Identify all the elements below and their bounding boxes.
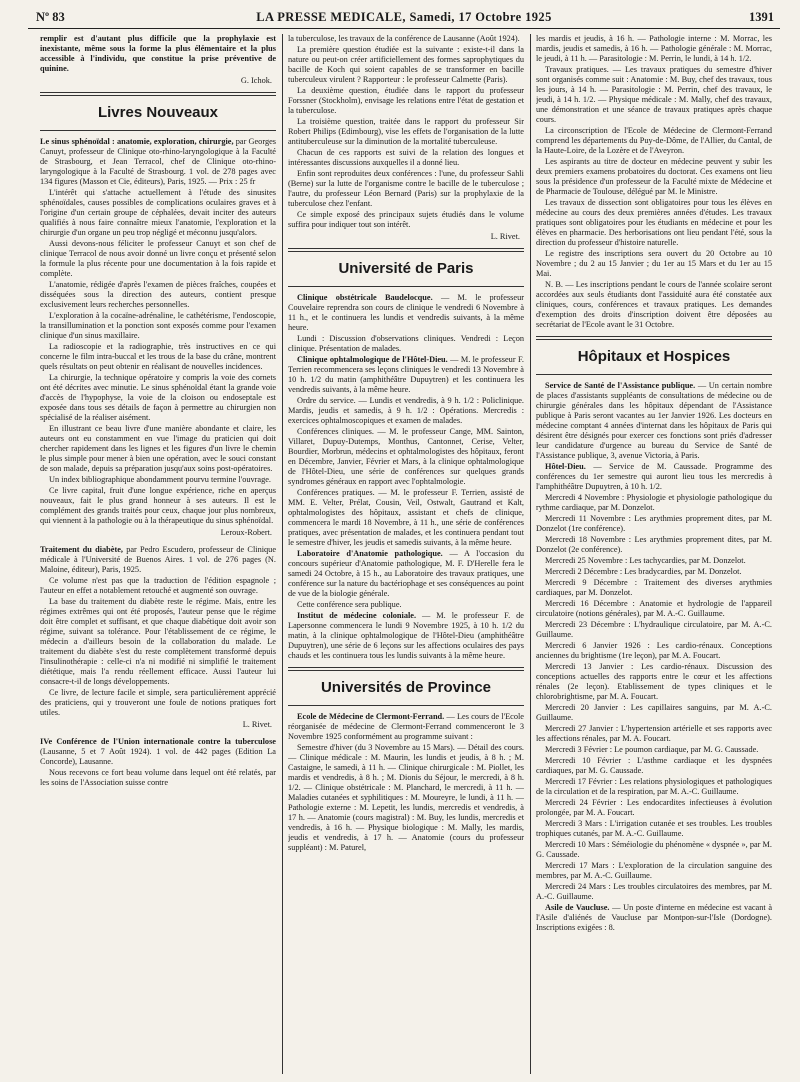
news-text: — Un certain nombre de places d'assistants suppléants de consultations de médecine ou de chirurgie générales dans les hôpitaux dépendant de l'Assistance publique à Paris seront vacantes au 1er Janvier 1926. Les docteurs en médecine comptant 4 années d'internat dans les hôpitaux de Paris qui désirent être désignés pour exercer ces fonctions sont priés d'adresser leur candidature d'urgence au bureau du Service de Santé de l'Assistance publique, 3, avenue Victoria, à Paris. — [536, 381, 772, 460]
program-entry: Mercredi 23 Décembre : L'hydraulique circulatoire, par M. A.-C. Guillaume. — [536, 620, 772, 639]
news-title: Hôtel-Dieu. — [545, 462, 586, 471]
program-entry: Mercredi 9 Décembre : Traitement des diverses arythmies cardiaques, par M. Donzelot. — [536, 578, 772, 597]
news-text: — Service de M. Caussade. Programme des conférences du 1er semestre qui auront lieu tous les mercredis à l'amphithéâtre Dupuytren, à 10 h. 1/2. — [536, 462, 772, 491]
news-item — [536, 903, 772, 933]
book-reference: par Pedro Escudero, professeur de Clinique médicale à l'Université de Buenos Aires. 1 vol. de 276 pages (N. Maloine, éditeur), Paris, 1925. — [40, 545, 276, 574]
paragraph: Aussi devons-nous féliciter le professeur Canuyt et son chef de clinique Terracol de nous avoir donné un livre conçu et présenté selon la formule la plus récente pour une documentation à la fois rapide et complète. — [40, 239, 276, 278]
program-entry: Mercredi 18 Novembre : Les arythmies proprement dites, par M. Donzelot (2e conférence). — [536, 535, 772, 554]
paragraph: La deuxième question, étudiée dans le rapport du professeur Forssner (Stockholm), envisage les relations entre l'état de gestation et la tuberculose. — [288, 86, 524, 115]
paragraph: La base du traitement du diabète reste le régime. Mais, entre les régimes extrêmes qui ont été proposés, l'auteur pense que le régime doit être complet et suffisant, et que chaque diabétique doit avoir son régime, suivant sa tolérance. Pour l'établissement de ce régime, le médecin a d'ailleurs besoin de la collaboration du malade. Le traitement du diabète s'est du reste complètement transformé depuis l'insulinothérapie : celle-ci n'a ni modifié ni simplifié le traitement diététique, mais l'a rendu réellement efficace. Aussi l'auteur lui consacre-t-il de longs développements. — [40, 597, 276, 686]
program-entry: Mercredi 10 Février : L'asthme cardiaque et les dyspnées cardiaques, par M. G. Caussade. — [536, 756, 772, 775]
program-entry: Mercredi 13 Janvier : Les cardio-rénaux. Discussion des conceptions actuelles des rapports entre le cœur et les affections rénales (2e leçon). Etablissement de types cliniques et le chlorobrightisme, par M. A. Foucart. — [536, 662, 772, 701]
news-title: Ecole de Médecine de Clermont-Ferrand. — [297, 712, 445, 721]
news-text: — A l'occasion du concours supérieur d'Anatomie pathologique, M. F. D'Herelle fera le samedi 24 Octobre, à 15 h., au Laboratoire des travaux pratiques, une conférence sur la nature du bactériophage et ses conséquences au point de vue de la biologie générale. — [288, 549, 524, 598]
book-entry — [40, 545, 276, 575]
news-text: — M. le professeur F. Terrien recommencera ses leçons cliniques le vendredi 13 Novembre à 10 h. 1/2 du matin (amphithéâtre Dupuytren) et les continuera les vendredis suivants, à la même heure. — [288, 355, 524, 394]
paragraph: L'anatomie, rédigée d'après l'examen de pièces fraîches, coupées et disséquées sous la direction des auteurs, contient presque exclusivement leurs recherches personnelles. — [40, 280, 276, 309]
paragraph: Les aspirants au titre de docteur en médecine peuvent y subir les deux premiers examens probatoires du doctorat. Ces examens ont lieu sous la présidence d'un professeur de la Faculté mixte de Médecine et de Pharmacie de Toulouse, délégué par M. le Ministre. — [536, 157, 772, 196]
paragraph: Lundi : Discussion d'observations cliniques. Vendredi : Leçon clinique. Présentation de malades. — [288, 334, 524, 353]
paragraph: N. B. — Les inscriptions pendant le cours de l'année scolaire seront accordées aux seuls étudiants dont l'assiduité aura été constatée aux cliniques, cours, conférences et travaux pratiques. Les demandes d'exemption des droits d'inscription doivent être déposées au secrétariat de l'Ecole avant le 31 Octobre. — [536, 280, 772, 329]
book-entry — [40, 737, 276, 767]
paragraph: Ordre du service. — Lundis et vendredis, à 9 h. 1/2 : Policlinique. Mardis, jeudis et samedis, à 9 h. 1/2 : Opérations. Mercredis : exercices ophtalmoscopiques et examen de malades. — [288, 396, 524, 425]
program-entry: Mercredi 20 Janvier : Les capillaires sanguins, par M. A.-C. Guillaume. — [536, 703, 772, 722]
journal-title: LA PRESSE MEDICALE, Samedi, 17 Octobre 1925 — [256, 10, 552, 24]
section-heading: Universités de Province — [320, 679, 492, 696]
paragraph: Nous recevons ce fort beau volume dans lequel ont été relatés, par les soins de l'Association suisse contre — [40, 768, 276, 787]
news-item — [536, 462, 772, 492]
book-title: IVe Conférence de l'Union internationale contre la tuberculose — [40, 737, 276, 746]
column-2 — [288, 34, 524, 1078]
program-entry: Mercredi 24 Mars : Les troubles circulatoires des membres, par M. A.-C. Guillaume. — [536, 882, 772, 901]
paragraph: Les travaux de dissection sont obligatoires pour tous les élèves en médecine au cours des deux premières années d'études. Les travaux pratiques sont obligatoires pour les étudiants en médecine et pour les élèves en pharmacie. Des herborisations ont lieu pendant l'été, sous la direction du professeur d'histoire naturelle. — [536, 198, 772, 247]
section-heading: Hôpitaux et Hospices — [577, 348, 731, 365]
news-title: Laboratoire d'Anatomie pathologique. — [297, 549, 443, 558]
news-title: Clinique obstétricale Baudelocque. — [297, 293, 433, 302]
paragraph: Un index bibliographique abondamment pourvu termine l'ouvrage. — [49, 475, 271, 484]
program-entry: Mercredi 2 Décembre : Les bradycardies, par M. Donzelot. — [545, 567, 742, 576]
paragraph: Conférences cliniques. — M. le professeur Cange, MM. Sainton, Villaret, Dupuy-Dutemps, Monthus, Cantonnet, Cerise, Velter, Bourdier, Morbrun, médecins et ophtalmologistes des hôpitaux, feront en Décembre, Janvier, Février et Mars, à la clinique ophtalmologique de l'Hôtel-Dieu, une série de conférences sur quelques grands syndromes généraux en rapport avec l'ophtalmologie. — [288, 427, 524, 486]
paragraph: Ce livre, de lecture facile et simple, sera particulièrement apprécié des praticiens, qui y trouveront une foule de notions pratiques fort utiles. — [40, 688, 276, 717]
paragraph: L'exploration à la cocaïne-adrénaline, le cathétérisme, l'endoscopie, la transillumination et la ponction sont exposés comme pour l'examen clinique d'un sinus maxillaire. — [40, 311, 276, 340]
section-heading: Université de Paris — [338, 260, 474, 277]
author-signature: Leroux-Robert. — [220, 528, 272, 537]
news-title: Clinique ophtalmologique de l'Hôtel-Dieu. — [297, 355, 448, 364]
author-signature: L. Rivet. — [490, 232, 520, 241]
program-entry: Mercredi 6 Janvier 1926 : Les cardio-rénaux. Conceptions anciennes du brightisme (1re leçon), par M. A. Foucart. — [536, 641, 772, 660]
column-divider — [282, 34, 283, 1074]
paragraph: Cette conférence sera publique. — [297, 600, 402, 609]
paragraph: En illustrant ce beau livre d'une manière abondante et claire, les auteurs ont eu constamment en vue l'image du praticien qui doit chercher rapidement dans les lignes et les figures d'un livre le chemin le plus simple pour mener à bien une opération, avec le souci constant de son malade, depuis sa préparation jusqu'aux soins post-opératoires. — [40, 424, 276, 473]
program-entry: Mercredi 4 Novembre : Physiologie et physiologie pathologique du rythme cardiaque, par M. Donzelot. — [536, 493, 772, 512]
news-title: Asile de Vaucluse. — [545, 903, 610, 912]
paragraph: Ce volume n'est pas que la traduction de l'édition espagnole ; l'auteur en effet a notablement retouché et augmenté son ouvrage. — [40, 576, 276, 595]
paragraph: La chirurgie, la technique opératoire y compris la voie des cornets ont été décrites avec minutie. Le sinus sphénoïdal étant la grande voie d'accès de l'hypophyse, la voie de la cloison ou endoseptale est exposée dans tous ses détails de façon à permettre au chirurgien non spécialisé de la réaliser aisément. — [40, 373, 276, 422]
news-item — [288, 611, 524, 661]
news-item — [536, 381, 772, 461]
paragraph: remplir est d'autant plus difficile que la prophylaxie est inexistante, même sous la forme la plus élémentaire et la plus accessible à l'individu, que constitue la prise préventive de quinine. — [40, 34, 276, 73]
news-text: — M. le professeur F. de Lapersonne commencera le lundi 9 Novembre 1925, à 10 h. 1/2 du matin, à la clinique ophtalmologique de l'Hôtel-Dieu (amphithéâtre Dupuytren), une série de 6 leçons sur les affections oculaires des pays chauds et les continuera tous les lundis suivants à la même heure. — [288, 611, 524, 660]
program-entry: Mercredi 17 Février : Les relations physiologiques et pathologiques de la circulation et de la respiration, par M. A.-C. Guillaume. — [536, 777, 772, 796]
paragraph: Travaux pratiques. — Les travaux pratiques du semestre d'hiver sont organisés comme suit : Anatomie : M. Buy, chef des travaux, tous les jours, à 14 h. — Parasitologie : M. Perrin, chef des travaux, le jeudi, à 14 h. 1/2. — Physique médicale : M. Mally, chef des travaux, une démonstration et une séance de travaux pratiques après chaque cours. — [536, 65, 772, 124]
section-divider — [536, 374, 772, 375]
program-entry: Mercredi 10 Mars : Séméiologie du phénomène « dyspnée », par M. G. Caussade. — [536, 840, 772, 859]
program-entry: Mercredi 16 Décembre : Anatomie et hydrologie de l'appareil circulatoire (notions générales), par M. A.-C. Guillaume. — [536, 599, 772, 618]
news-text: — Un poste d'interne en médecine est vacant à l'Asile d'aliénés de Vaucluse par Montpon-sur-l'Isle (Dordogne). Inscriptions exigées : 8. — [536, 903, 772, 932]
paragraph: Conférences pratiques. — M. le professeur F. Terrien, assisté de MM. E. Velter, Prélat, Cousin, Veil, Ostwalt, Gautrand et Kalt, ophtalmologistes des hôpitaux, assistant et chefs de clinique, commencera le mardi 18 Novembre, à 11 h., une série de conférences pratiques, avec présentation de malades, et les continuera pendant tout le semestre d'hiver, les jeudis et samedis suivants, à la même heure. — [288, 488, 524, 547]
news-text: — M. le professeur Couvelaire reprendra son cours de clinique le vendredi 6 Novembre à 11 h., et le continuera les lundis et vendredis suivants, à la même heure. — [288, 293, 524, 332]
program-entry: Mercredi 17 Mars : L'exploration de la circulation sanguine des membres, par M. A.-C. Guillaume. — [536, 861, 772, 880]
paragraph: La troisième question, traitée dans le rapport du professeur Sir Robert Philips (Edimbourg), vise les effets de l'organisation de la lutte antituberculeuse sur la diminution de la mortalité tuberculeuse. — [288, 117, 524, 146]
news-item — [288, 355, 524, 395]
book-title: Le sinus sphénoïdal : anatomie, exploration, chirurgie, — [40, 137, 234, 146]
section-divider — [40, 130, 276, 131]
column-divider — [530, 34, 531, 1074]
program-entry: Mercredi 3 Février : Le poumon cardiaque, par M. G. Caussade. — [545, 745, 759, 754]
news-text: — Les cours de l'Ecole réorganisée de médecine de Clermont-Ferrand commenceront le 3 Novembre 1925 conformément au programme suivant : — [288, 712, 524, 741]
column-1 — [40, 34, 276, 1078]
section-divider — [40, 92, 276, 96]
program-entry: Mercredi 3 Mars : L'irrigation cutanée et ses troubles. Les troubles trophiques cutanés, par M. A.-C. Guillaume. — [536, 819, 772, 838]
paragraph: Le registre des inscriptions sera ouvert du 20 Octobre au 10 Novembre ; du 2 au 15 Janvier ; du 1er au 15 Mars et du 1er au 15 Mai. — [536, 249, 772, 278]
issue-number: Nº 83 — [36, 10, 65, 24]
book-entry — [40, 137, 276, 187]
paragraph: Ce livre capital, fruit d'une longue expérience, riche en aperçus nouveaux, fait le plus grand honneur à ses auteurs. Il est le complément des grands traités pour ceux, chaque jour plus nombreux, qui viennent à la pathologie ou à la thérapeutique du sinus sphénoïdal. — [40, 486, 276, 525]
program-entry: Mercredi 25 Novembre : Les tachycardies, par M. Donzelot. — [545, 556, 746, 565]
page-number: 1391 — [749, 10, 774, 24]
news-title: Service de Santé de l'Assistance publique. — [545, 381, 696, 390]
program-entry: Mercredi 24 Février : Les endocardites infectieuses à évolution prolongée, par M. A. Foucart. — [536, 798, 772, 817]
news-item — [288, 293, 524, 333]
news-item — [288, 712, 524, 742]
section-divider — [288, 286, 524, 287]
section-divider — [288, 705, 524, 706]
book-reference: (Lausanne, 5 et 7 Août 1924). 1 vol. de 442 pages (Edition La Concorde), Lausanne. — [40, 747, 276, 766]
program-entry: Mercredi 27 Janvier : L'hypertension artérielle et ses rapports avec les affections rénales, par M. A. Foucart. — [536, 724, 772, 743]
paragraph: les mardis et jeudis, à 16 h. — Pathologie interne : M. Morrac, les mardis, jeudis et samedis, à 16 h. — Pathologie générale : M. Morrac, le jeudi, à 11 h. — Parasitologie : M. Perrin, le lundi, à 14 h. 1/2. — [536, 34, 772, 63]
section-divider — [288, 667, 524, 671]
author-signature: L. Rivet. — [242, 720, 272, 729]
news-title: Institut de médecine coloniale. — [297, 611, 417, 620]
author-signature: G. Ichok. — [240, 76, 272, 85]
program-entry: Mercredi 11 Novembre : Les arythmies proprement dites, par M. Donzelot (1re conférence). — [536, 514, 772, 533]
section-divider — [536, 336, 772, 340]
paragraph: Enfin sont reproduites deux conférences : l'une, du professeur Sahli (Berne) sur la lutte de l'organisme contre le bacille de le tuberculose ; l'autre, du professeur Léon Bernard (Paris) sur la prophylaxie de la tuberculose chez l'enfant. — [288, 169, 524, 208]
section-heading: Livres Nouveaux — [97, 104, 219, 121]
book-title: Traitement du diabète, — [40, 545, 123, 554]
paragraph: La circonscription de l'Ecole de Médecine de Clermont-Ferrand comprend les départements du Puy-de-Dôme, de l'Allier, du Cantal, de la Haute-Loire, de la Lozère et de l'Aveyron. — [536, 126, 772, 155]
column-3 — [536, 34, 772, 1078]
paragraph: Chacun de ces rapports est suivi de la relation des longues et intéressantes discussions auxquelles il a donné lieu. — [288, 148, 524, 167]
paragraph: Semestre d'hiver (du 3 Novembre au 15 Mars). — Détail des cours. — Clinique médicale : M. Maurin, les lundis et jeudis, à 8 h. ; M. Castaigne, le samedi, à 11 h. — Clinique chirurgicale : M. Piollet, les mardis et vendredis, à 8 h. ; M. Dionis du Séjour, le mercredi, à 8 h. 1/2. — Clinique obstétricale : M. Planchard, le mercredi, à 11 h. — Maladies cutanées et syphilitiques : M. Moureyre, le lundi, à 11 h. — Pathologie externe : M. Lepetit, les lundis, mercredis et vendredis, à 17 h. — Anatomie (cours magistral) : M. Buy, les lundis, mercredis et vendredis, à 16 h. — Physique biologique : M. Mally, les mardis, jeudis et vendredis, à 17 h. — Anatomie (cours du professeur suppléant) : M. Paturel, — [288, 743, 524, 852]
book-reference: par Georges Canuyt, professeur de Clinique oto-rhino-laryngologique à la Faculté de Strasbourg, et Jean Terracol, chef de Clinique oto-rhino-laryngologique à la Faculté de Strasbourg. 1 vol. de 278 pages avec 134 figures (Masson et Cie, éditeurs), Paris, 1925. — Prix : 25 fr — [40, 137, 276, 186]
paragraph: Ce simple exposé des principaux sujets étudiés dans le volume suffira pour indiquer tout son intérêt. — [288, 210, 524, 229]
paragraph: La première question étudiée est la suivante : existe-t-il dans la nature ou peut-on créer artificiellement des formes saprophytiques du bacille de Koch qui soient capables de se transformer en bacille tuberculeux virulent ? Rapporteur : le professeur Calmette (Paris). — [288, 45, 524, 84]
news-item — [288, 549, 524, 599]
section-divider — [288, 248, 524, 252]
paragraph: La radioscopie et la radiographie, très instructives en ce qui concerne le film intra-buccal et les trous de la base du crâne, montrent quels résultats on peut obtenir en réalisant de nouvelles incidences. — [40, 342, 276, 371]
page-header — [28, 8, 780, 29]
paragraph: L'intérêt qui s'attache actuellement à l'étude des sinusites sphénoïdales, causes possibles de complications oculaires graves et à l'origine d'un certain groupe de céphalées, devait inciter des auteurs qualifiés à nous faire connaître mieux l'anatomie, l'exploration et la chirurgie d'un organe un peu trop négligé et méconnu jusqu'alors. — [40, 188, 276, 237]
conference-program — [536, 493, 772, 902]
paragraph: la tuberculose, les travaux de la conférence de Lausanne (Août 1924). — [288, 34, 520, 43]
